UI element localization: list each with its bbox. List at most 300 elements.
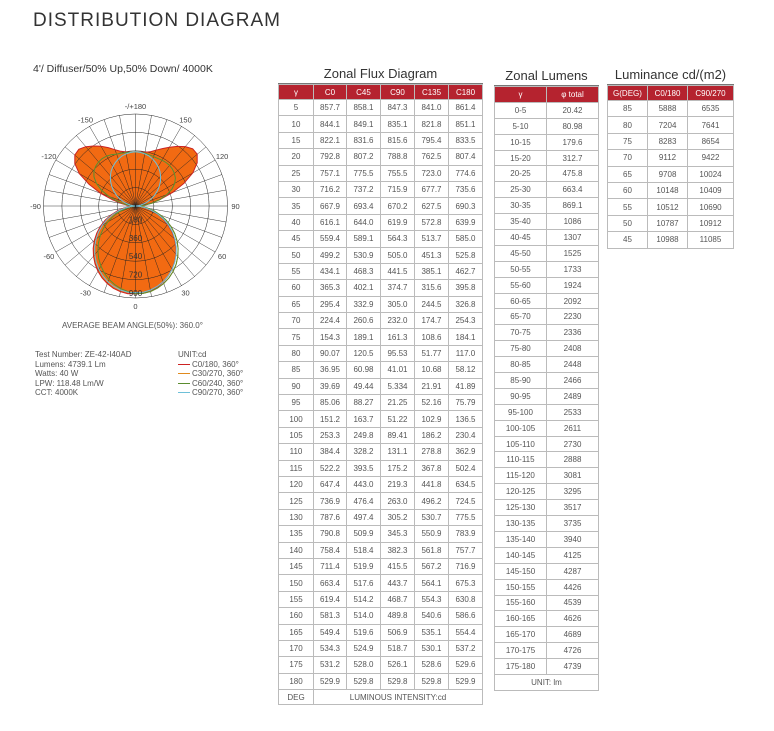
zonal-lumens-title: Zonal Lumens [494,68,599,86]
flux-cell: 690.3 [449,198,483,214]
luminance-cell: 10787 [648,215,688,231]
luminance-cell: 10409 [688,182,734,198]
legend-swatch [178,364,190,365]
flux-cell: 254.3 [449,313,483,329]
lumens-cell: 2448 [547,357,599,373]
flux-cell: 627.5 [415,198,449,214]
flux-cell: 382.3 [381,542,415,558]
flux-row [279,329,483,345]
zonal-flux-block [278,66,483,705]
lumens-cell: 10-15 [495,134,547,150]
flux-cell: 175 [279,657,314,673]
flux-cell: 20 [279,149,314,165]
angle-label: -150 [77,115,94,125]
flux-row [279,116,483,132]
flux-cell: 522.2 [314,460,347,476]
lumens-row [495,134,599,150]
lumens-cell: 3081 [547,468,599,484]
luminance-row [608,101,734,117]
lumens-cell: 2730 [547,436,599,452]
flux-row [279,509,483,525]
flux-cell: 115 [279,460,314,476]
flux-cell: 65 [279,296,314,312]
lumens-row [495,420,599,436]
angle-label: -/+180 [124,102,147,111]
radial-tick-label: 180 [128,215,143,225]
flux-cell: 525.8 [449,247,483,263]
lumens-cell: 2611 [547,420,599,436]
luminance-cell: 6535 [688,101,734,117]
legend-item [178,379,243,389]
lumens-row [495,468,599,484]
flux-row [279,313,483,329]
flux-cell: 775.5 [449,509,483,525]
flux-cell: 170 [279,640,314,656]
flux-cell: 807.2 [347,149,381,165]
lumens-row [495,595,599,611]
luminance-cell: 10988 [648,232,688,248]
luminance-cell: 9708 [648,166,688,182]
flux-header-2: C45 [347,85,381,100]
lumens-row [495,357,599,373]
flux-footer-unit: LUMINOUS INTENSITY:cd [314,690,483,705]
flux-cell: 60.98 [347,362,381,378]
flux-cell: 305.0 [381,296,415,312]
lumens-cell: 3517 [547,500,599,516]
luminance-cell: 5888 [648,101,688,117]
lumens-cell: 140-145 [495,547,547,563]
flux-cell: 585.0 [449,231,483,247]
flux-cell: 305.2 [381,509,415,525]
lumens-cell: 135-140 [495,531,547,547]
flux-cell: 90 [279,378,314,394]
flux-cell: 550.9 [415,526,449,542]
flux-cell: 861.4 [449,100,483,116]
flux-cell: 108.6 [415,329,449,345]
luminance-table [607,85,734,249]
luminance-title: Luminance cd/(m2) [607,67,734,85]
lumens-cell: 3295 [547,484,599,500]
flux-row [279,493,483,509]
zonal-flux-table [278,84,483,705]
flux-cell: 462.7 [449,263,483,279]
flux-cell: 21.91 [415,378,449,394]
radial-tick-label: 720 [128,270,143,280]
lumens-row [495,563,599,579]
flux-row [279,198,483,214]
flux-cell: 21.25 [381,395,415,411]
flux-cell: 540.6 [415,608,449,624]
test-info-line: Lumens: 4739.1 Lm [35,359,106,369]
flux-row [279,444,483,460]
lumens-cell: 165-170 [495,627,547,643]
flux-cell: 530.9 [347,247,381,263]
flux-cell: 443.0 [347,476,381,492]
flux-row [279,165,483,181]
lumens-row [495,118,599,134]
flux-cell: 131.1 [381,444,415,460]
flux-header-3: C90 [381,85,415,100]
lumens-cell: 4287 [547,563,599,579]
legend-label: C0/180, 360° [192,359,239,369]
lumens-row [495,484,599,500]
flux-cell: 634.5 [449,476,483,492]
flux-cell: 509.9 [347,526,381,542]
luminance-cell: 65 [608,166,648,182]
flux-cell: 10 [279,116,314,132]
flux-row [279,214,483,230]
flux-cell: 468.3 [347,263,381,279]
legend-unit: UNIT:cd [178,350,207,359]
luminance-cell: 10024 [688,166,734,182]
lumens-row [495,436,599,452]
luminance-cell: 10690 [688,199,734,215]
lumens-cell: 475.8 [547,166,599,182]
lumens-row [495,325,599,341]
flux-cell: 554.4 [449,624,483,640]
flux-row [279,296,483,312]
page-title: DISTRIBUTION DIAGRAM [33,10,282,31]
flux-cell: 5.334 [381,378,415,394]
lumens-cell: 55-60 [495,277,547,293]
legend-swatch [178,383,190,384]
flux-cell: 332.9 [347,296,381,312]
flux-cell: 499.2 [314,247,347,263]
flux-cell: 530.1 [415,640,449,656]
flux-cell: 514.0 [347,608,381,624]
flux-cell: 443.7 [381,575,415,591]
flux-cell: 757.1 [314,165,347,181]
flux-cell: 278.8 [415,444,449,460]
angle-label: -120 [41,152,57,161]
flux-cell: 616.1 [314,214,347,230]
legend-item [178,360,243,370]
flux-cell: 85.06 [314,395,347,411]
luminance-cell: 9112 [648,150,688,166]
flux-cell: 822.1 [314,132,347,148]
luminance-cell: 75 [608,133,648,149]
flux-cell: 489.8 [381,608,415,624]
lumens-cell: 45-50 [495,245,547,261]
flux-cell: 384.4 [314,444,347,460]
flux-cell: 737.2 [347,181,381,197]
flux-cell: 441.5 [381,263,415,279]
flux-cell: 224.4 [314,313,347,329]
flux-cell: 150 [279,575,314,591]
lumens-row [495,373,599,389]
flux-cell: 857.7 [314,100,347,116]
lumens-cell: 663.4 [547,182,599,198]
flux-cell: 693.4 [347,198,381,214]
flux-cell: 184.1 [449,329,483,345]
lumens-cell: 60-65 [495,293,547,309]
flux-cell: 639.9 [449,214,483,230]
luminance-cell: 7641 [688,117,734,133]
lumens-cell: 150-155 [495,579,547,595]
lumens-cell: 145-150 [495,563,547,579]
lumens-cell: 1307 [547,230,599,246]
flux-cell: 723.0 [415,165,449,181]
flux-cell: 531.2 [314,657,347,673]
flux-header-5: C180 [449,85,483,100]
flux-row [279,100,483,116]
flux-cell: 554.3 [415,591,449,607]
flux-cell: 295.4 [314,296,347,312]
flux-row [279,362,483,378]
lumens-cell: 35-40 [495,214,547,230]
angle-label: 30 [181,288,190,298]
lumens-row [495,261,599,277]
flux-cell: 630.8 [449,591,483,607]
flux-cell: 232.0 [381,313,415,329]
flux-cell: 50 [279,247,314,263]
flux-header-1: C0 [314,85,347,100]
flux-row [279,673,483,689]
lumens-row [495,404,599,420]
flux-cell: 451.3 [415,247,449,263]
lumens-row [495,150,599,166]
flux-cell: 667.9 [314,198,347,214]
luminance-cell: 45 [608,232,648,248]
flux-cell: 105 [279,427,314,443]
flux-cell: 120 [279,476,314,492]
flux-cell: 30 [279,181,314,197]
flux-cell: 529.9 [449,673,483,689]
flux-cell: 393.5 [347,460,381,476]
lumens-cell: 20.42 [547,102,599,118]
legend-item [178,369,243,379]
product-description: 4'/ Diffuser/50% Up,50% Down/ 4000K [33,63,213,75]
flux-cell: 95.53 [381,345,415,361]
lumens-cell: 125-130 [495,500,547,516]
flux-cell: 117.0 [449,345,483,361]
flux-cell: 52.16 [415,395,449,411]
legend-label: C90/270, 360° [192,388,244,397]
flux-cell: 735.6 [449,181,483,197]
flux-cell: 517.6 [347,575,381,591]
flux-cell: 497.4 [347,509,381,525]
lumens-row [495,547,599,563]
lumens-cell: 80.98 [547,118,599,134]
flux-cell: 572.8 [415,214,449,230]
flux-cell: 260.6 [347,313,381,329]
flux-cell: 847.3 [381,100,415,116]
flux-cell: 151.2 [314,411,347,427]
flux-row [279,378,483,394]
test-info [35,350,131,398]
luminance-cell: 8654 [688,133,734,149]
lumens-cell: 4125 [547,547,599,563]
lumens-row [495,531,599,547]
luminance-cell: 60 [608,182,648,198]
test-info-line: LPW: 118.48 Lm/W [35,378,104,388]
flux-cell: 787.6 [314,509,347,525]
flux-cell: 529.8 [415,673,449,689]
flux-cell: 537.2 [449,640,483,656]
flux-cell: 849.1 [347,116,381,132]
lumens-cell: 40-45 [495,230,547,246]
flux-cell: 519.6 [347,624,381,640]
lumens-header-1: φ total [547,87,599,103]
flux-cell: 581.3 [314,608,347,624]
luminance-cell: 70 [608,150,648,166]
flux-cell: 15 [279,132,314,148]
flux-cell: 675.3 [449,575,483,591]
lumens-row [495,659,599,675]
flux-cell: 844.1 [314,116,347,132]
lumens-cell: 2466 [547,373,599,389]
legend-label: C30/270, 360° [192,369,244,378]
lumens-cell: 1525 [547,245,599,261]
flux-row [279,427,483,443]
flux-cell: 36.95 [314,362,347,378]
lumens-cell: 4739 [547,659,599,675]
lumens-cell: 115-120 [495,468,547,484]
flux-cell: 41.89 [449,378,483,394]
luminance-cell: 10512 [648,199,688,215]
flux-cell: 345.3 [381,526,415,542]
lumens-cell: 0-5 [495,102,547,118]
flux-cell: 468.7 [381,591,415,607]
flux-row [279,526,483,542]
lumens-row [495,500,599,516]
lumens-cell: 80-85 [495,357,547,373]
zonal-flux-title: Zonal Flux Diagram [278,66,483,84]
flux-cell: 534.3 [314,640,347,656]
flux-cell: 815.6 [381,132,415,148]
lumens-cell: 120-125 [495,484,547,500]
radial-tick-label: 360 [128,233,143,243]
flux-cell: 328.2 [347,444,381,460]
lumens-cell: 15-20 [495,150,547,166]
flux-cell: 49.44 [347,378,381,394]
lumens-cell: 1086 [547,214,599,230]
luminance-block [607,67,734,249]
flux-cell: 41.01 [381,362,415,378]
flux-cell: 762.5 [415,149,449,165]
flux-cell: 163.7 [347,411,381,427]
lumens-cell: 2888 [547,452,599,468]
flux-cell: 135 [279,526,314,542]
lumens-cell: 95-100 [495,404,547,420]
flux-cell: 60 [279,280,314,296]
flux-cell: 526.1 [381,657,415,673]
flux-cell: 230.4 [449,427,483,443]
flux-cell: 831.6 [347,132,381,148]
lumens-row [495,198,599,214]
flux-cell: 524.9 [347,640,381,656]
lumens-cell: 75-80 [495,341,547,357]
flux-cell: 647.4 [314,476,347,492]
flux-row [279,591,483,607]
lumens-cell: 175-180 [495,659,547,675]
flux-cell: 529.9 [314,673,347,689]
flux-cell: 85 [279,362,314,378]
lumens-row [495,516,599,532]
angle-label: -60 [43,252,55,261]
flux-header-4: C135 [415,85,449,100]
luminance-cell: 55 [608,199,648,215]
flux-cell: 51.77 [415,345,449,361]
flux-cell: 58.12 [449,362,483,378]
flux-cell: 80 [279,345,314,361]
flux-row [279,132,483,148]
flux-cell: 40 [279,214,314,230]
radial-tick-label: 540 [128,252,143,262]
luminance-cell: 10148 [648,182,688,198]
flux-cell: 102.9 [415,411,449,427]
flux-cell: 253.3 [314,427,347,443]
flux-cell: 670.2 [381,198,415,214]
flux-cell: 535.1 [415,624,449,640]
flux-row [279,181,483,197]
flux-cell: 529.8 [381,673,415,689]
lumens-cell: 2489 [547,388,599,404]
luminance-header-2: C90/270 [688,86,734,101]
flux-cell: 244.5 [415,296,449,312]
lumens-cell: 85-90 [495,373,547,389]
flux-cell: 561.8 [415,542,449,558]
flux-cell: 530.7 [415,509,449,525]
flux-cell: 564.1 [415,575,449,591]
flux-cell: 186.2 [415,427,449,443]
flux-cell: 549.4 [314,624,347,640]
legend-item [178,388,243,398]
flux-cell: 89.41 [381,427,415,443]
angle-label: 120 [215,152,229,161]
flux-cell: 835.1 [381,116,415,132]
luminance-row [608,117,734,133]
flux-cell: 154.3 [314,329,347,345]
lumens-cell: 50-55 [495,261,547,277]
flux-cell: 45 [279,231,314,247]
flux-cell: 75.79 [449,395,483,411]
flux-cell: 513.7 [415,231,449,247]
flux-cell: 362.9 [449,444,483,460]
lumens-cell: 2230 [547,309,599,325]
flux-cell: 161.3 [381,329,415,345]
flux-cell: 249.8 [347,427,381,443]
polar-distribution-chart [28,102,243,327]
test-info-line: CCT: 4000K [35,388,79,397]
flux-cell: 125 [279,493,314,509]
flux-cell: 716.9 [449,558,483,574]
flux-cell: 774.6 [449,165,483,181]
flux-cell: 140 [279,542,314,558]
angle-label: -30 [80,288,91,298]
flux-cell: 519.9 [347,558,381,574]
legend-swatch [178,373,190,374]
lumens-row [495,293,599,309]
luminance-cell: 85 [608,101,648,117]
flux-cell: 160 [279,608,314,624]
flux-cell: 564.3 [381,231,415,247]
flux-cell: 851.1 [449,116,483,132]
flux-cell: 5 [279,100,314,116]
flux-cell: 783.9 [449,526,483,542]
lumens-row [495,452,599,468]
lumens-cell: 3940 [547,531,599,547]
test-info-line: Test Number: ZE-42-I40AD [35,350,132,359]
luminance-cell: 7204 [648,117,688,133]
flux-cell: 644.0 [347,214,381,230]
lumens-cell: 110-115 [495,452,547,468]
lumens-footer-unit: UNIT: lm [495,674,599,690]
lumens-row [495,182,599,198]
lumens-cell: 2336 [547,325,599,341]
flux-cell: 858.1 [347,100,381,116]
lumens-header-0: γ [495,87,547,103]
